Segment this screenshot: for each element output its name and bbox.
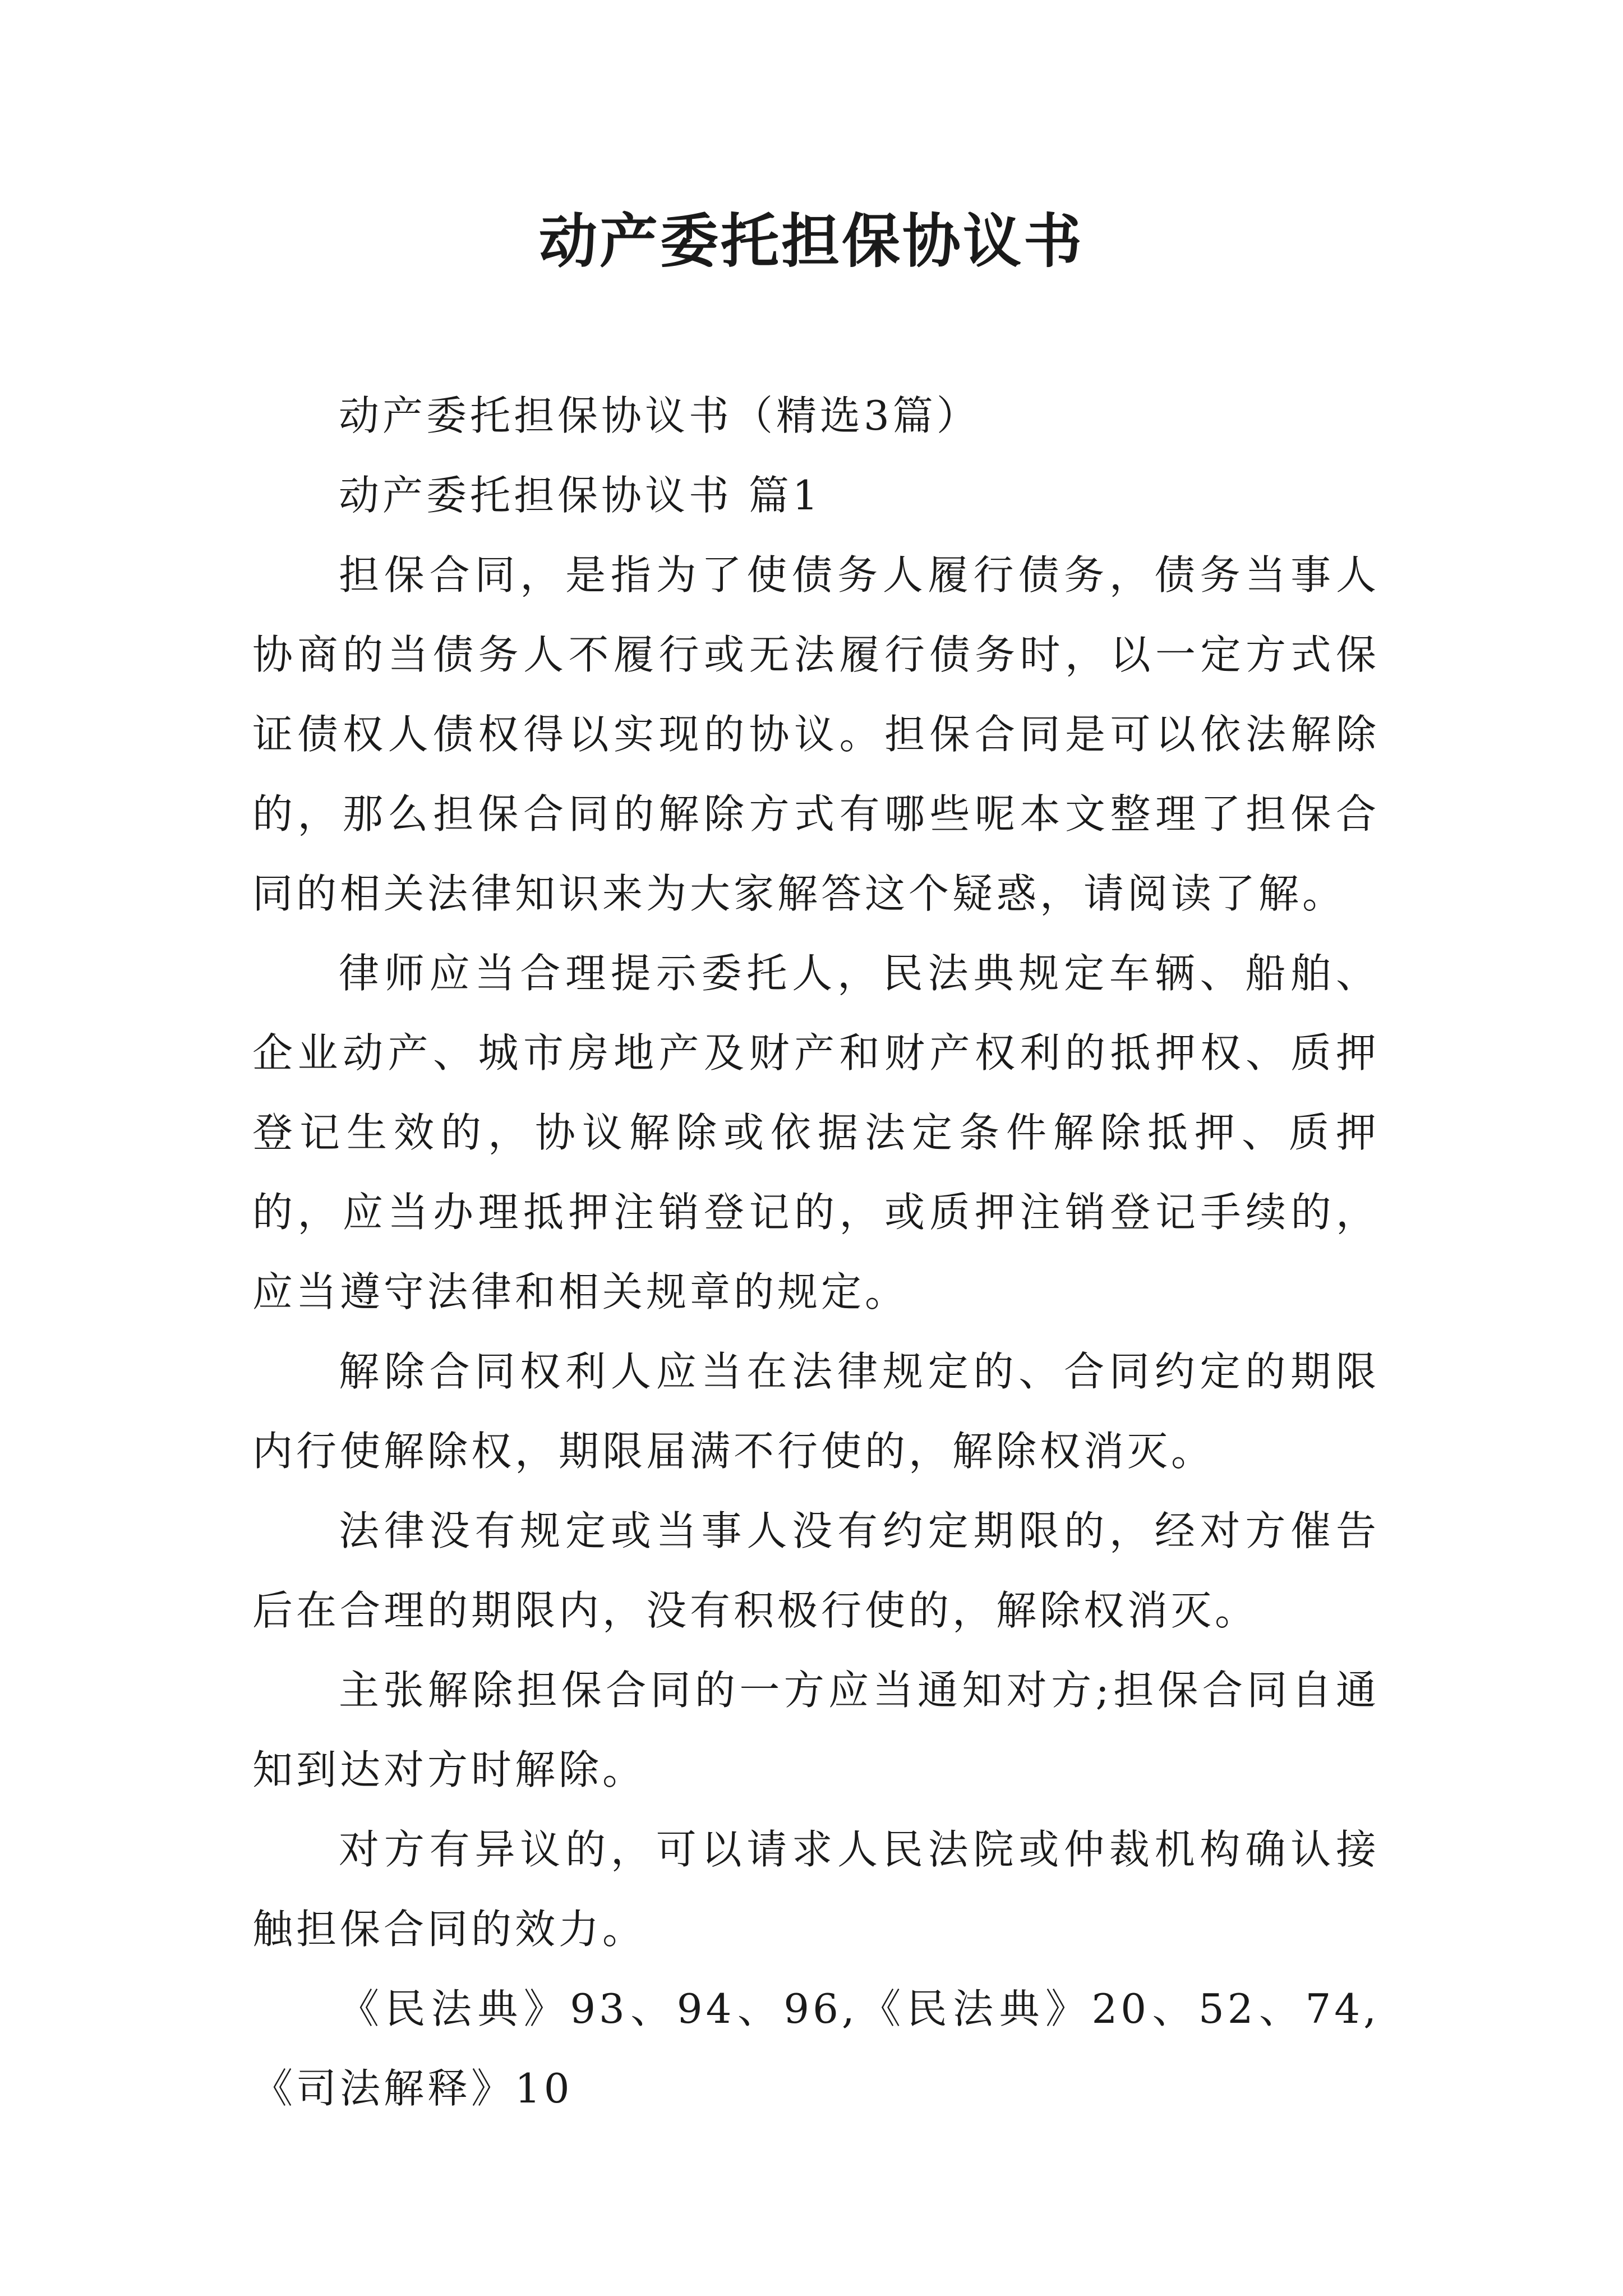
paragraph: 主张解除担保合同的一方应当通知对方;担保合同自通知到达对方时解除。 [252, 1667, 1380, 1793]
document-body [252, 376, 1380, 2128]
document-title: 动产委托担保协议书 [538, 206, 1084, 275]
paragraph-legal-references: 《民法典》93、94、96,《民法典》20、52、74,《司法解释》10 [252, 1985, 1380, 2112]
paragraph: 律师应当合理提示委托人，民法典规定车辆、船舶、企业动产、城市房地产及财产和财产权利的抵押权、质押登记生效的，协议解除或依据法定条件解除抵押、质押的，应当办理抵押注销登记的，或质押注销登记手续的，应当遵守法律和相关规章的规定。 [252, 950, 1380, 1315]
paragraph: 对方有异议的，可以请求人民法院或仲裁机构确认接触担保合同的效力。 [252, 1826, 1380, 1953]
paragraph: 法律没有规定或当事人没有约定期限的，经对方催告后在合理的期限内，没有积极行使的，解除权消灭。 [252, 1507, 1380, 1634]
paragraph: 担保合同，是指为了使债务人履行债务，债务当事人协商的当债务人不履行或无法履行债务时，以一定方式保证债权人债权得以实现的协议。担保合同是可以依法解除的，那么担保合同的解除方式有哪些呢本文整理了担保合同的相关法律知识来为大家解答这个疑惑，请阅读了解。 [252, 551, 1380, 917]
paragraph-section-heading: 动产委托担保协议书 篇1 [339, 472, 822, 519]
paragraph-collection-heading: 动产委托担保协议书（精选3篇） [339, 392, 980, 439]
paragraph: 解除合同权利人应当在法律规定的、合同约定的期限内行使解除权，期限届满不行使的，解除权消灭。 [252, 1348, 1380, 1475]
